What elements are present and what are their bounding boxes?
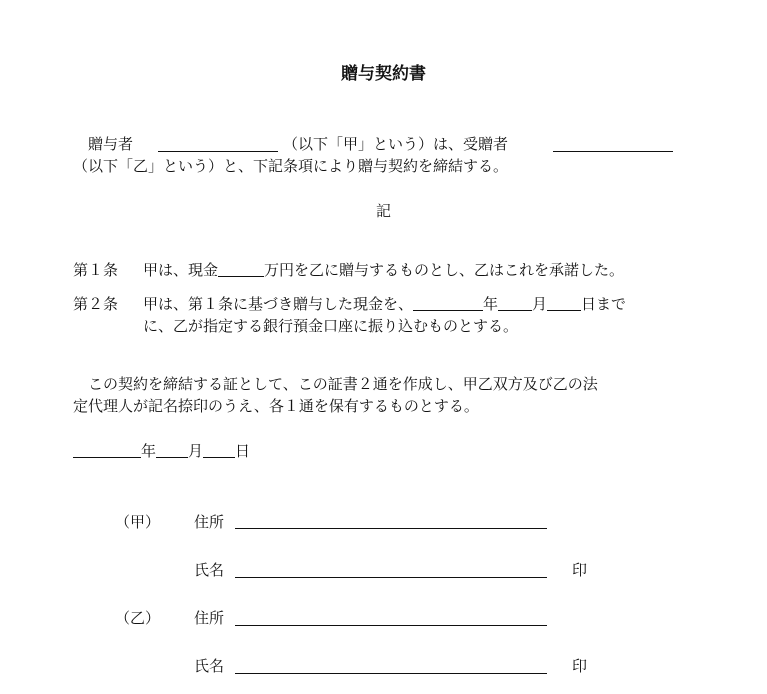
closing-line-2: 定代理人が記名捺印のうえ、各１通を保有するものとする。	[73, 397, 479, 415]
intro-line-2: （以下「乙」という）と、下記条項により贈与契約を締結する。	[73, 157, 509, 175]
contract-date	[73, 441, 250, 461]
amount-blank	[218, 262, 264, 277]
ki-heading: 記	[375, 202, 391, 220]
party-a-name-blank	[235, 576, 547, 578]
date-month-blank	[156, 443, 188, 458]
donor-label: 贈与者	[88, 135, 134, 153]
article-1-text-after: 万円を乙に贈与するものとし、乙はこれを承諾した。	[264, 261, 625, 279]
date-month: 月	[188, 442, 204, 460]
article-2-text-before: 甲は、第１条に基づき贈与した現金を、	[143, 295, 414, 313]
article-2-month: 月	[532, 295, 548, 313]
article-2-line-2: に、乙が指定する銀行預金口座に振り込むものとする。	[143, 317, 519, 335]
party-a-label: （甲）	[115, 513, 161, 531]
party-b-label: （乙）	[115, 609, 161, 627]
donee-name-blank	[553, 150, 673, 152]
article-1-text-before: 甲は、現金	[143, 261, 219, 279]
date-day: 日	[235, 442, 251, 460]
article-2-year: 年	[483, 295, 499, 313]
date-day-blank	[203, 443, 235, 458]
article-2-text	[143, 294, 626, 314]
party-b-address-label: 住所	[194, 609, 225, 627]
article-1-label: 第１条	[73, 261, 119, 279]
article-2-day: 日まで	[581, 295, 627, 313]
date-year: 年	[141, 442, 157, 460]
closing-line-1: この契約を締結する証として、この証書２通を作成し、甲乙双方及び乙の法	[88, 375, 598, 393]
party-a-address-blank	[235, 527, 547, 529]
article-2-label: 第２条	[73, 295, 119, 313]
payment-day-blank	[547, 296, 581, 311]
article-1-text	[143, 260, 624, 280]
party-a-seal: 印	[572, 561, 588, 579]
payment-year-blank	[413, 296, 483, 311]
party-b-address-blank	[235, 624, 547, 626]
donor-name-blank	[158, 150, 278, 152]
party-b-seal: 印	[572, 657, 588, 675]
party-b-name-blank	[235, 672, 547, 674]
donor-suffix: （以下「甲」という）は、受贈者	[283, 135, 509, 153]
payment-month-blank	[498, 296, 532, 311]
party-a-name-label: 氏名	[194, 561, 225, 579]
party-b-name-label: 氏名	[194, 657, 225, 675]
party-a-address-label: 住所	[194, 513, 225, 531]
document-title: 贈与契約書	[341, 64, 426, 84]
date-year-blank	[73, 443, 141, 458]
